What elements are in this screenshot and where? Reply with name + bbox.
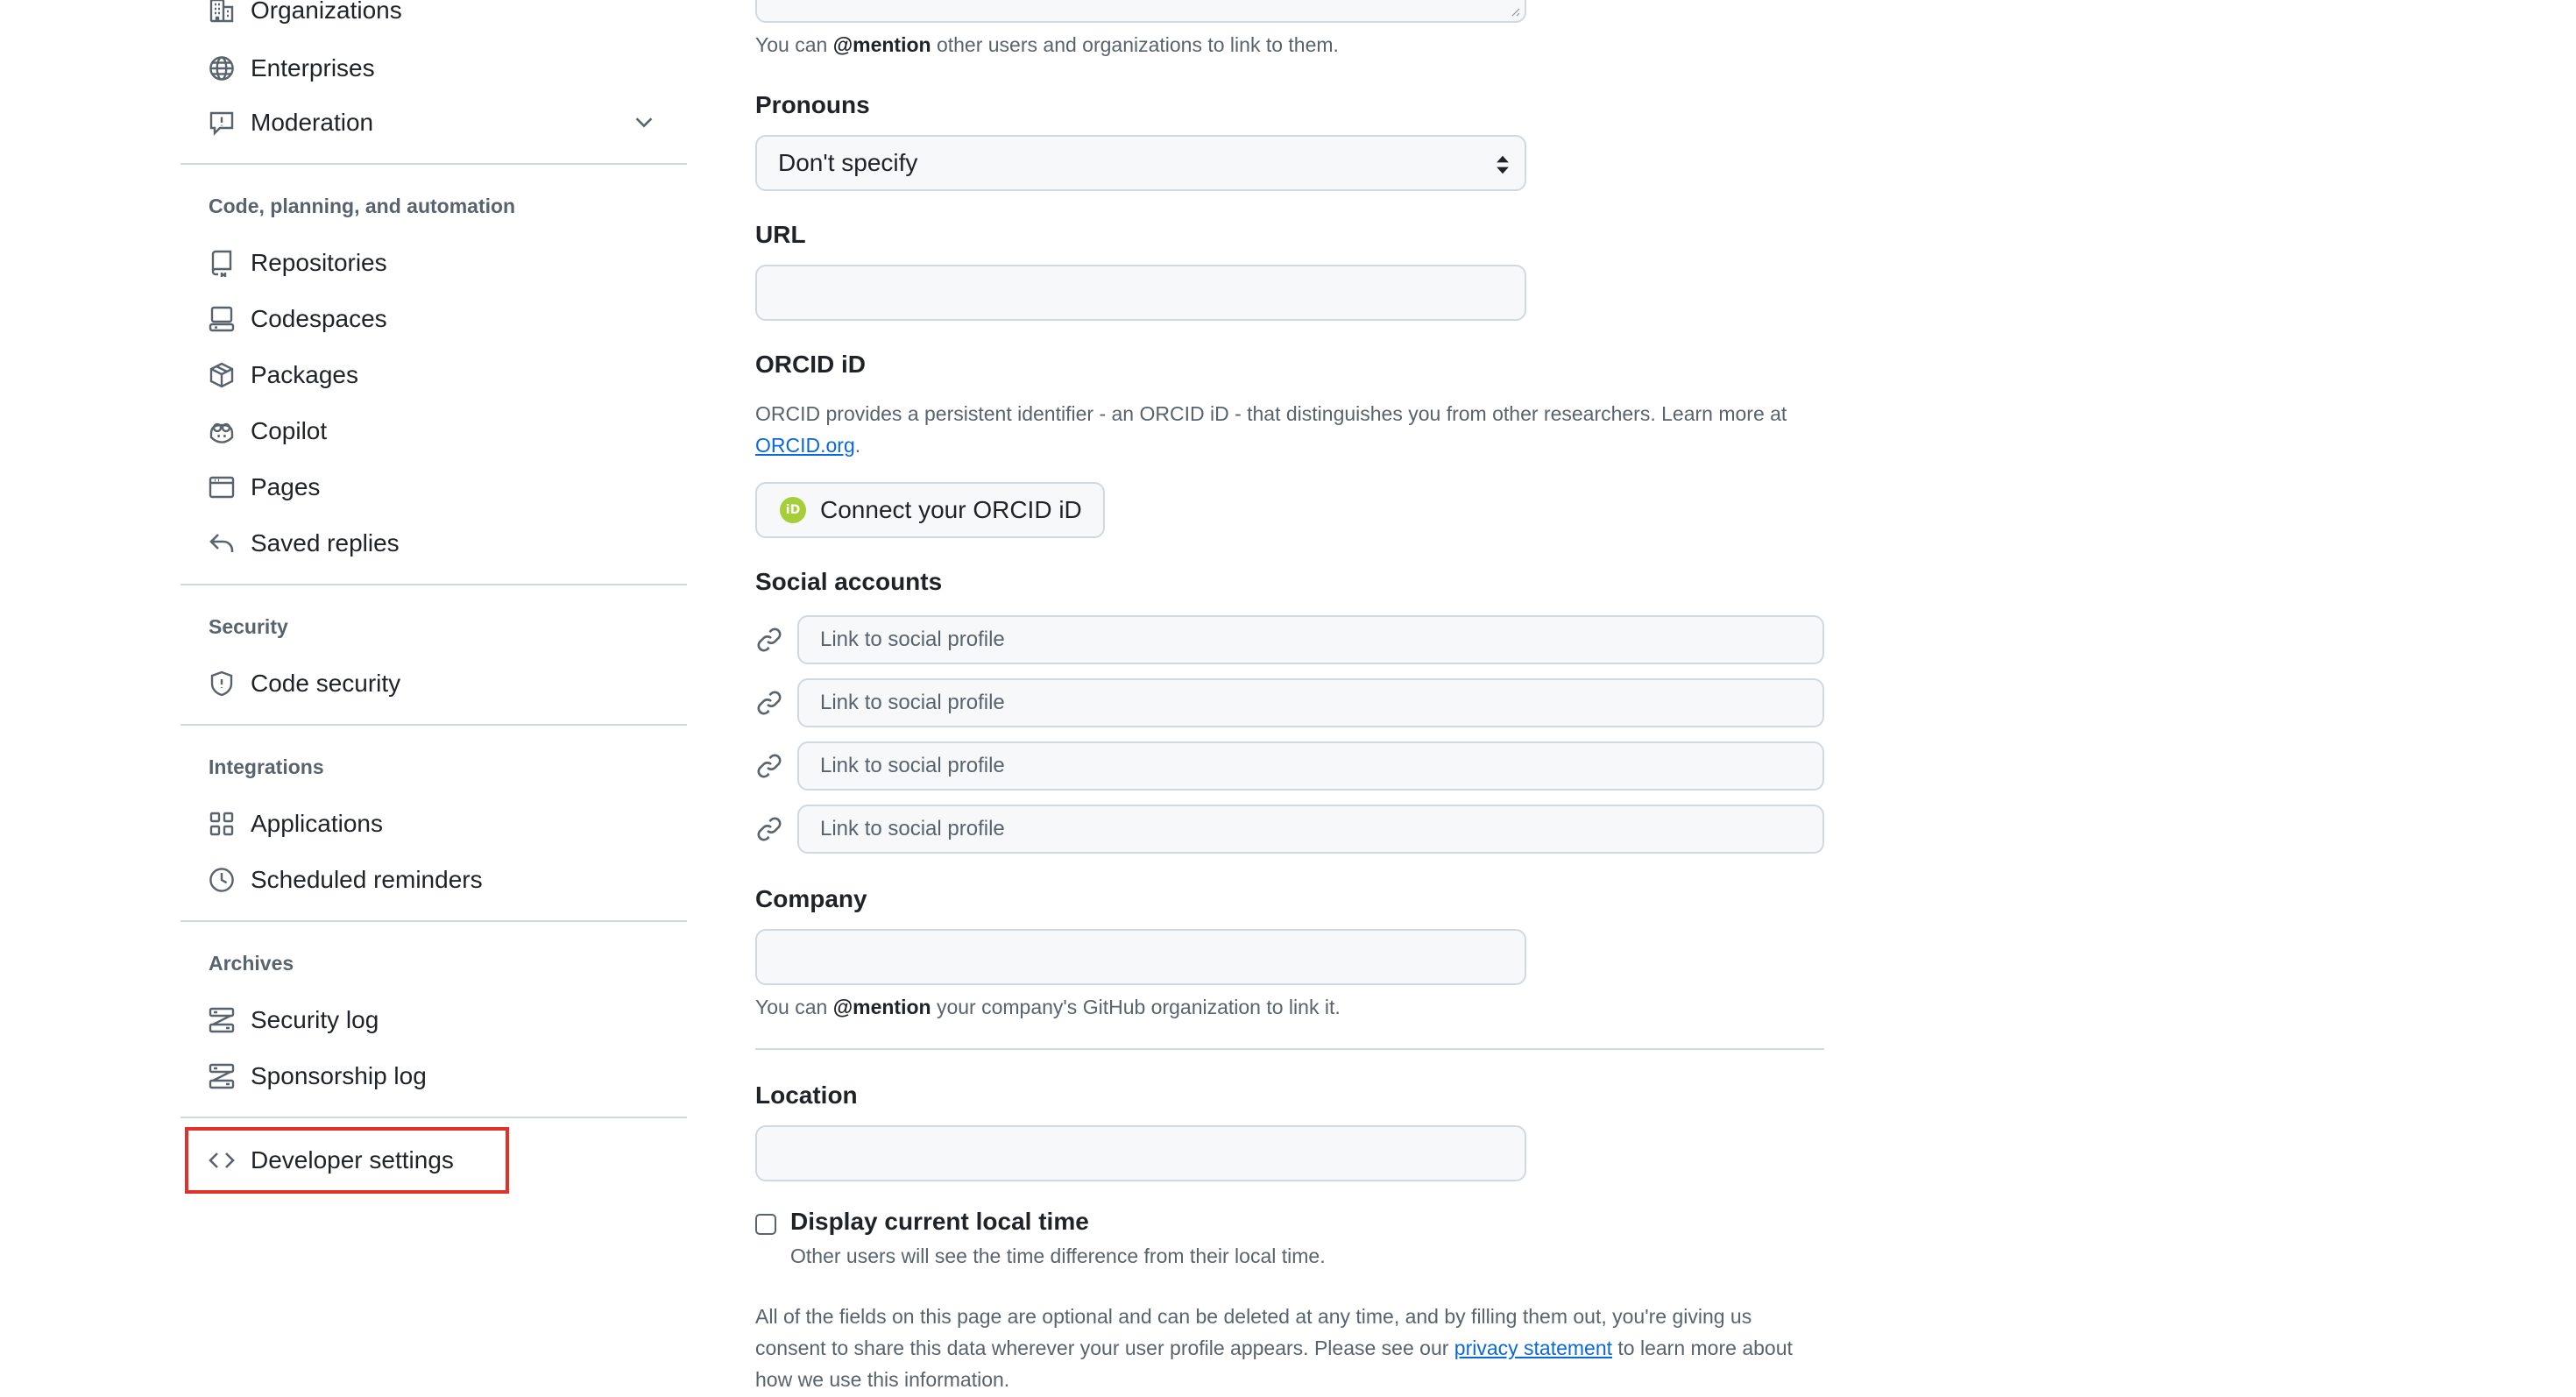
orcid-link[interactable]: ORCID.org xyxy=(755,434,855,457)
social-profile-input[interactable] xyxy=(797,741,1824,791)
section-heading-archives: Archives xyxy=(209,952,294,975)
social-profile-input[interactable] xyxy=(797,615,1824,664)
sidebar-item-label: Enterprises xyxy=(251,54,375,82)
bio-note-suffix: other users and organizations to link to them. xyxy=(931,33,1339,56)
package-icon xyxy=(207,360,237,390)
sidebar-item-codespaces[interactable] xyxy=(207,293,387,345)
social-accounts-label: Social accounts xyxy=(755,568,943,595)
link-icon xyxy=(755,752,783,780)
privacy-footer xyxy=(755,1301,1824,1395)
sidebar-item-pages[interactable] xyxy=(207,461,320,514)
display-local-time-note: Other users will see the time difference from their local time. xyxy=(790,1245,1326,1267)
report-icon xyxy=(207,108,237,138)
sidebar-item-code-security[interactable] xyxy=(207,657,400,710)
link-icon xyxy=(755,626,783,654)
sidebar-divider xyxy=(180,724,687,726)
sidebar-item-packages[interactable] xyxy=(207,349,358,401)
company-note-suffix: your company's GitHub organization to link it. xyxy=(931,996,1341,1018)
url-label: URL xyxy=(755,221,806,248)
sidebar-item-label: Security log xyxy=(251,1006,379,1033)
log-icon xyxy=(207,1005,237,1035)
resize-grip-icon[interactable] xyxy=(1507,4,1521,18)
privacy-statement-link[interactable]: privacy statement xyxy=(1454,1337,1613,1359)
sidebar-item-scheduled-reminders[interactable] xyxy=(207,854,483,906)
company-note-prefix: You can xyxy=(755,996,833,1018)
company-label: Company xyxy=(755,885,867,912)
select-arrows-icon xyxy=(1495,154,1511,175)
orcid-description-text: ORCID provides a persistent identifier - an ORCID iD - that distinguishes you from other researchers. Learn more at xyxy=(755,402,1787,425)
clock-icon xyxy=(207,865,237,895)
sidebar-item-repositories[interactable] xyxy=(207,237,387,289)
browser-icon xyxy=(207,472,237,502)
orcid-description-end: . xyxy=(854,434,861,457)
privacy-footer-text-end: to learn more about how we use this information. xyxy=(755,1337,1793,1391)
sidebar-item-copilot[interactable] xyxy=(207,405,327,457)
sidebar-item-label: Pages xyxy=(251,473,321,500)
globe-icon xyxy=(207,53,237,83)
form-divider xyxy=(755,1048,1824,1050)
pronouns-select[interactable] xyxy=(755,135,1526,191)
company-input[interactable] xyxy=(755,929,1526,985)
social-profile-input[interactable] xyxy=(797,805,1824,854)
connect-orcid-label: Connect your ORCID iD xyxy=(820,496,1082,523)
sidebar-item-label: Sponsorship log xyxy=(251,1062,427,1089)
company-note-mention: @mention xyxy=(832,996,931,1018)
developer-settings-highlight xyxy=(185,1127,509,1194)
section-heading-integrations: Integrations xyxy=(209,755,324,778)
sidebar-item-label: Packages xyxy=(251,361,358,388)
sidebar-item-label: Repositories xyxy=(251,249,387,276)
sidebar-item-label: Applications xyxy=(251,810,383,837)
repo-icon xyxy=(207,248,237,278)
apps-icon xyxy=(207,809,237,839)
sidebar-divider xyxy=(180,1117,687,1118)
sidebar-item-security-log[interactable] xyxy=(207,994,379,1046)
social-profile-input[interactable] xyxy=(797,678,1824,727)
sidebar-item-enterprises[interactable] xyxy=(207,42,375,95)
sidebar-item-label: Code security xyxy=(251,670,401,697)
shield-icon xyxy=(207,669,237,698)
privacy-footer-text: All of the fields on this page are optional and can be deleted at any time, and by filling them out, you're giving us consent to share this data wherever your user profile appears. Please see our xyxy=(755,1305,1752,1359)
orcid-label: ORCID iD xyxy=(755,351,866,378)
orcid-logo-icon: iD xyxy=(780,497,806,523)
log-icon xyxy=(207,1061,237,1091)
social-account-row xyxy=(755,678,1824,727)
sidebar-item-label: Developer settings xyxy=(251,1146,454,1174)
reply-icon xyxy=(207,528,237,558)
sidebar-item-label: Moderation xyxy=(251,109,374,136)
bio-note xyxy=(755,33,1339,57)
sidebar-item-label: Organizations xyxy=(251,0,402,24)
chevron-down-icon[interactable] xyxy=(631,109,657,135)
sidebar-divider xyxy=(180,163,687,165)
company-note xyxy=(755,996,1341,1019)
url-input[interactable] xyxy=(755,265,1526,321)
copilot-icon xyxy=(207,416,237,446)
sidebar-item-applications[interactable] xyxy=(207,798,383,850)
link-icon xyxy=(755,689,783,717)
sidebar-item-label: Scheduled reminders xyxy=(251,866,483,893)
sidebar-item-sponsorship-log[interactable] xyxy=(207,1050,427,1103)
codespaces-icon xyxy=(207,304,237,334)
social-account-row xyxy=(755,805,1824,854)
display-local-time-label[interactable]: Display current local time xyxy=(790,1208,1089,1235)
section-heading-code-planning: Code, planning, and automation xyxy=(209,195,516,217)
social-account-row xyxy=(755,615,1824,664)
pronouns-label: Pronouns xyxy=(755,91,870,118)
connect-orcid-button[interactable] xyxy=(755,482,1105,538)
sidebar-item-saved-replies[interactable] xyxy=(207,517,400,570)
sidebar-item-label: Copilot xyxy=(251,417,328,444)
organization-icon xyxy=(207,0,237,25)
location-input[interactable] xyxy=(755,1125,1526,1181)
sidebar-item-label: Codespaces xyxy=(251,305,387,332)
bio-note-mention: @mention xyxy=(832,33,931,56)
sidebar-item-organizations[interactable] xyxy=(207,0,402,37)
pronouns-select-value: Don't specify xyxy=(778,149,918,176)
sidebar-item-moderation[interactable] xyxy=(207,96,373,149)
location-label: Location xyxy=(755,1081,858,1109)
sidebar-divider xyxy=(180,920,687,922)
sidebar-item-label: Saved replies xyxy=(251,529,400,557)
bio-note-prefix: You can xyxy=(755,33,833,56)
social-account-row xyxy=(755,741,1824,791)
orcid-description xyxy=(755,398,1824,461)
link-icon xyxy=(755,815,783,843)
sidebar-divider xyxy=(180,584,687,585)
display-local-time-checkbox[interactable] xyxy=(755,1214,776,1235)
bio-textarea[interactable] xyxy=(755,0,1526,23)
section-heading-security: Security xyxy=(209,615,288,638)
